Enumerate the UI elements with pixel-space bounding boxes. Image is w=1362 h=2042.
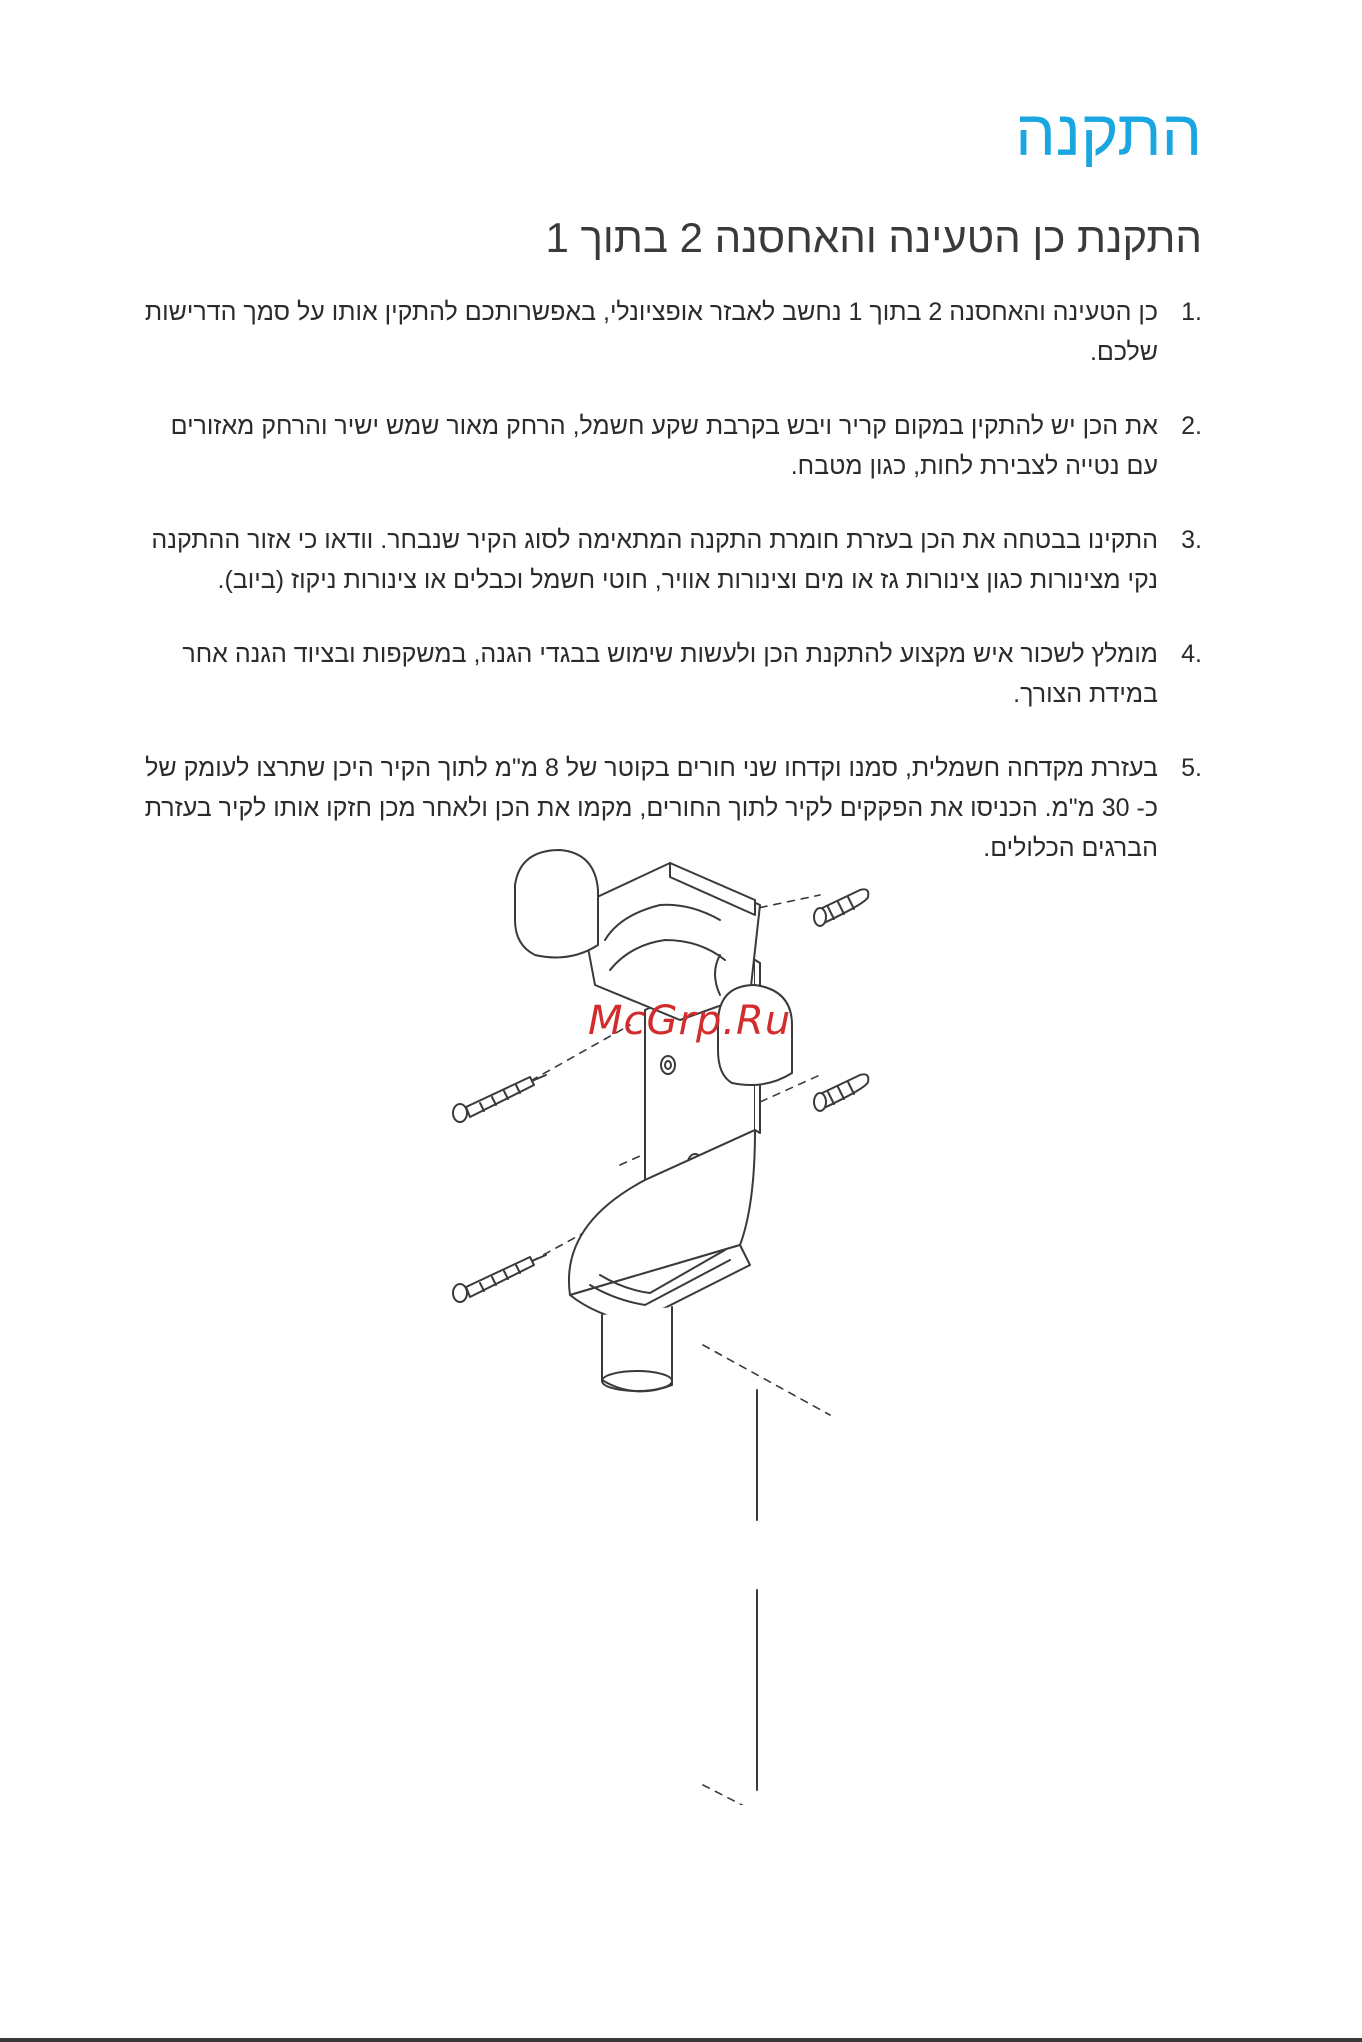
wall-plug-middle [814,1074,868,1111]
section-title: התקנת כן הטעינה והאחסנה 2 בתוך 1 [545,214,1202,261]
step-number: .4 [1181,640,1202,668]
step-4 [142,634,1202,714]
screw-upper [453,1075,546,1122]
mounting-illustration [420,845,880,1805]
screw-lower [453,1255,546,1302]
wall-plug-top [814,889,868,926]
side-cap-left [515,850,598,957]
step-text: את הכן יש להתקין במקום קריר ויבש בקרבת שקע חשמל, הרחק מאור שמש ישיר והרחק מאזורים עם נטייה לצבירת לחות, כגון מטבח. [170,412,1158,480]
watermark: McGrp.Ru [588,998,792,1044]
step-number: .1 [1181,298,1202,326]
step-text: מומלץ לשכור איש מקצוע להתקנת הכן ולעשות שימוש בבגדי הגנה, במשקפות ובציוד הגנה אחר במידת הצורך. [182,640,1158,708]
step-number: .2 [1181,412,1202,440]
charging-cup [602,1307,672,1391]
step-1 [142,292,1202,372]
step-text: התקינו בבטחה את הכן בעזרת חומרת התקנה המתאימה לסוג הקיר שנבחר. וודאו כי אזור ההתקנה נקי מצינורות כגון צינורות גז או מים וצינורות אוויר, חוטי חשמל וכבלים או צינורות ניקוז (ביוב). [151,526,1158,594]
instruction-list [142,292,1202,902]
step-number: .3 [1181,526,1202,554]
step-number: .5 [1181,754,1202,782]
step-2 [142,406,1202,486]
page-title: התקנה [1015,97,1202,169]
step-text: כן הטעינה והאחסנה 2 בתוך 1 נחשב לאבזר אופציונלי, באפשרותכם להתקין אותו על סמך הדרישות שלכם. [144,298,1158,366]
step-3 [142,520,1202,600]
step-text: בעזרת מקדחה חשמלית, סמנו וקדחו שני חורים בקוטר של 8 מ"מ לתוך הקיר היכן שתרצו לעומק של כ- 30 מ"מ. הכניסו את הפקקים לקיר לתוך החורים, מקמו את הכן ולאחר מכן חזקו אותו לקיר בעזרת הברגים הכלולים. [144,754,1158,862]
bottom-rule [0,2038,1362,2042]
